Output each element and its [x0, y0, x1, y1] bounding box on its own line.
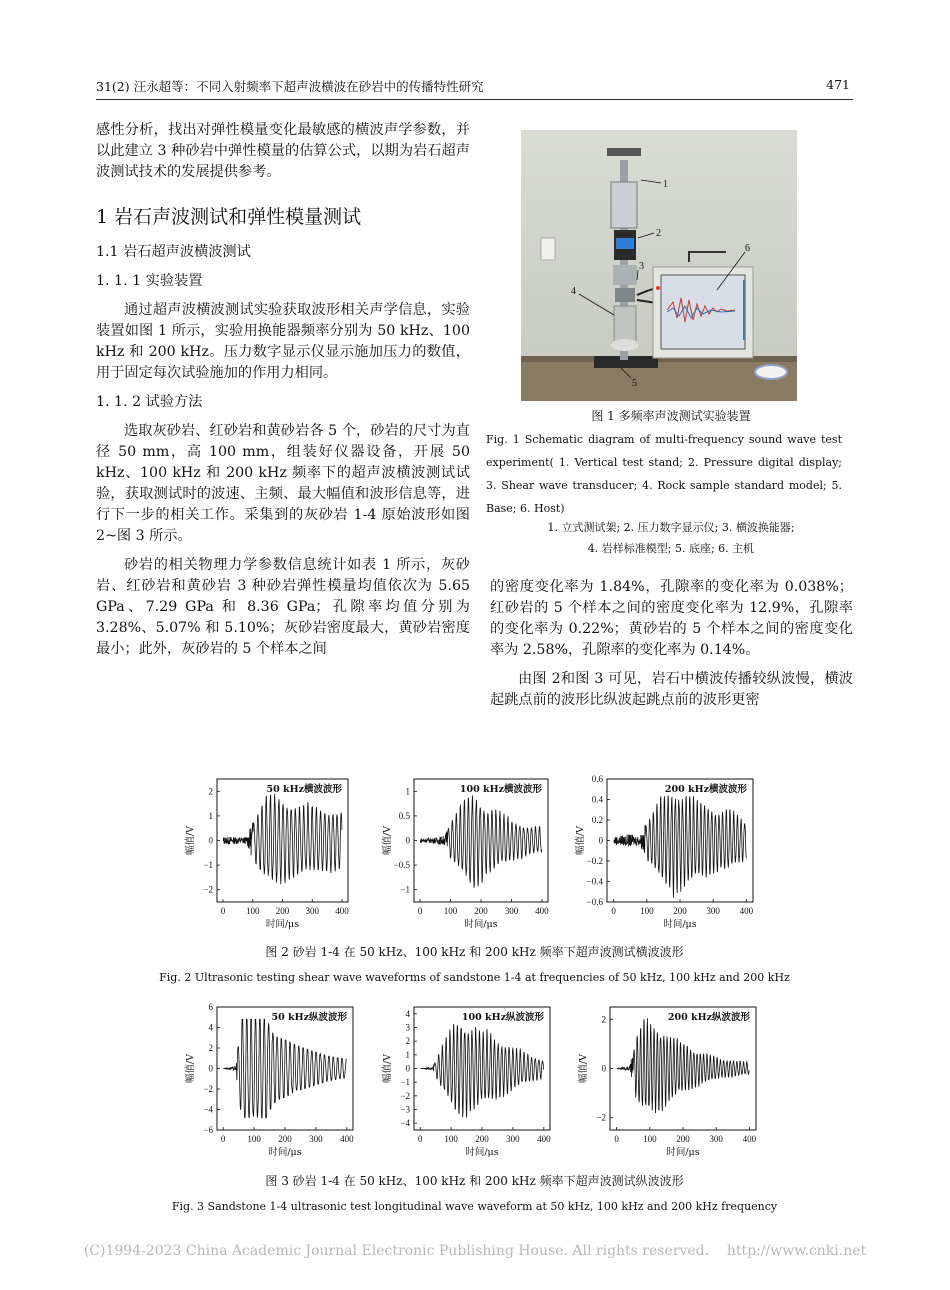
chart-2-ytick-label-0: −0.6 — [586, 897, 603, 907]
figure1-legend-cn-1: 1. 立式测试架; 2. 压力数字显示仪; 3. 横波换能器; — [547, 521, 795, 534]
chart-0-ytick-label-3: 1 — [208, 810, 213, 821]
chart-3-ytick-label-6: 6 — [208, 1002, 213, 1012]
chart-3-xtick-label-4: 400 — [340, 1134, 354, 1144]
chart-3-xtick-label-0: 0 — [220, 1134, 226, 1144]
chart-longitudinal-50k — [185, 1003, 365, 1158]
chart-2-waveform — [614, 796, 747, 898]
chart-4-ytick-label-3: −1 — [400, 1077, 410, 1088]
chart-4-waveform — [420, 1024, 544, 1118]
chart-5-xtick-label-2: 200 — [676, 1134, 690, 1144]
chart-2-ytick-label-3: 0 — [598, 835, 603, 846]
chart-1-waveform — [420, 795, 542, 887]
chart-0-title: 50 kHz横波波形 — [266, 784, 342, 795]
paragraph-density: 的密度变化率为 1.84%，孔隙率的变化率为 0.038%；红砂岩的 5 个样本之间的密度变化率为 12.9%，孔隙率的变化率为 0.22%；黄砂岩的 5 个样本之间的密度变化率为 2.58%，孔隙率的变化率为 0.14%。 — [490, 579, 853, 658]
figure1-legend-cn-2: 4. 岩样标准模型; 5. 底座; 6. 主机 — [587, 542, 755, 555]
chart-5-xtick-label-0: 0 — [614, 1134, 619, 1144]
chart-4-ytick-label-8: 4 — [405, 1008, 410, 1019]
subsection-1-1-1: 1. 1. 1 实验装置 — [96, 273, 203, 289]
chart-1-ytick-label-3: 0.5 — [398, 810, 410, 821]
apparatus-illustration — [521, 130, 797, 401]
chart-2-xtick-label-0: 0 — [611, 906, 616, 916]
transducer — [615, 288, 635, 302]
chart-1-ytick-label-1: −0.5 — [393, 860, 410, 871]
chart-1-ytick-label-4: 1 — [405, 786, 410, 797]
chart-3-ylabel: 幅值/V — [185, 1053, 196, 1084]
chart-3-ytick-label-1: −4 — [203, 1104, 213, 1115]
chart-4-ytick-label-1: −3 — [400, 1104, 410, 1115]
subsection-1-1: 1.1 岩石超声波横波测试 — [96, 244, 251, 260]
chart-5-title: 200 kHz纵波波形 — [667, 1012, 750, 1023]
paragraph-method: 选取灰砂岩、红砂岩和黄砂岩各 5 个，砂岩的尺寸为直径 50 mm，高 100 mm，组装好仪器设备，开展 50 kHz、100 kHz 和 200 kHz 频率下的超声波横波测试试验，获取测试时的波速、主频、最大幅值和波形信息等，进行下一步的相关工作。采集到的灰砂岩 1-4 原始波形如图 2~图 3 所示。 — [96, 423, 470, 544]
chart-4-ytick-label-6: 2 — [405, 1036, 410, 1047]
chart-2-title: 200 kHz横波波形 — [664, 784, 747, 795]
figure1-label-5: 5 — [632, 378, 637, 389]
chart-4-xtick-label-0: 0 — [417, 1134, 423, 1144]
chart-3-xlabel: 时间/μs — [268, 1147, 302, 1158]
figure2-caption-en: Fig. 2 Ultrasonic testing shear wave waveforms of sandstone 1-4 at frequencies of 50 kHz, 100 kHz and 200 kHz — [159, 971, 790, 984]
figure1-caption-cn: 图 1 多频率声波测试实验装置 — [591, 409, 751, 423]
chart-1-xtick-label-1: 100 — [443, 906, 458, 916]
paragraph-apparatus: 通过超声波横波测试实验获取波形相关声学信息，实验装置如图 1 所示，实验用换能器频率分别为 50 kHz、100 kHz 和 200 kHz。压力数字显示仪显示施加压力的数值，用于固定每次试验施加的作用力相同。 — [96, 302, 470, 381]
chart-3-xtick-label-2: 200 — [278, 1134, 292, 1144]
chart-3-title: 50 kHz纵波波形 — [271, 1012, 347, 1023]
intro-paragraph: 感性分析，找出对弹性模量变化最敏感的横波声学参数，并以此建立 3 种砂岩中弹性模量的估算公式，以期为岩石超声波测试技术的发展提供参考。 — [96, 122, 470, 180]
chart-0-ytick-label-0: −2 — [203, 884, 213, 895]
chart-3-ytick-label-4: 2 — [208, 1043, 213, 1053]
figure1-label-4: 4 — [571, 286, 576, 297]
mouse — [755, 365, 787, 379]
figure1-caption-en: Fig. 1 Schematic diagram of multi-frequency sound wave test experiment( 1. Vertical test stand; 2. Pressure digital display; 3. Shear wave transducer; 4. Rock sample standard model; 5. Base; 6. Host) — [486, 433, 842, 515]
chart-0-ytick-label-2: 0 — [208, 835, 213, 846]
chart-5-ytick-label-2: 2 — [601, 1014, 606, 1025]
subsection-1-1-2: 1. 1. 2 试验方法 — [96, 394, 203, 410]
chart-1-xtick-label-0: 0 — [417, 906, 423, 916]
chart-5-xtick-label-1: 100 — [643, 1134, 657, 1144]
chart-0-xlabel: 时间/μs — [265, 919, 300, 930]
chart-4-ytick-label-0: −4 — [400, 1118, 410, 1129]
paragraph-observation: 由图 2和图 3 可见，岩石中横波传播较纵波慢，横波起跳点前的波形比纵波起跳点前的波形更密 — [490, 671, 853, 708]
chart-1-ytick-label-0: −1 — [400, 884, 410, 895]
chart-0-ylabel: 幅值/V — [185, 825, 196, 856]
left-column — [96, 120, 470, 668]
chart-4-xtick-label-4: 400 — [537, 1134, 551, 1144]
chart-2-ytick-label-1: −0.4 — [586, 876, 603, 887]
paragraph-parameters: 砂岩的相关物理力学参数信息统计如表 1 所示，灰砂岩、红砂岩和黄砂岩 3 种砂岩弹性模量均值依次为 5.65 GPa、7.29 GPa 和 8.36 GPa；孔隙率均值分别为 3.28%、5.07% 和 5.10%；灰砂岩密度最大，黄砂岩密度最小；此外，灰砂岩的 5 个样本之间 — [96, 557, 470, 657]
chart-1-xlabel: 时间/μs — [464, 919, 498, 930]
page-number: 471 — [826, 77, 850, 92]
chart-1-xtick-label-4: 400 — [535, 906, 549, 916]
figure1-label-3: 3 — [639, 261, 644, 272]
chart-2-xtick-label-2: 200 — [673, 906, 687, 916]
chart-5-waveform — [617, 1018, 750, 1113]
chart-1-ytick-label-2: 0 — [405, 835, 410, 846]
chart-2-ytick-label-2: −0.2 — [586, 856, 603, 866]
chart-1-xtick-label-3: 300 — [504, 906, 519, 916]
running-header: 31(2) 汪永超等：不同入射频率下超声波横波在砂岩中的传播特性研究 — [96, 79, 484, 94]
chart-longitudinal-100k — [382, 1003, 562, 1158]
chart-0-xtick-label-0: 0 — [220, 906, 226, 916]
figure1-label-6: 6 — [745, 243, 750, 254]
chart-2-xlabel: 时间/μs — [663, 919, 697, 930]
chart-2-ytick-label-4: 0.2 — [591, 815, 603, 825]
chart-2-ytick-label-6: 0.6 — [591, 774, 603, 784]
chart-4-xtick-label-3: 300 — [506, 1134, 520, 1144]
chart-4-xtick-label-1: 100 — [444, 1134, 458, 1144]
chart-5-ylabel: 幅值/V — [578, 1053, 589, 1084]
figure1-label-2: 2 — [656, 228, 661, 239]
chart-shear-200k — [575, 775, 765, 930]
chart-4-title: 100 kHz纵波波形 — [461, 1012, 544, 1023]
chart-3-ytick-label-0: −6 — [203, 1125, 213, 1135]
chart-0-waveform — [223, 794, 342, 884]
chart-4-ytick-label-2: −2 — [400, 1090, 410, 1101]
chart-1-title: 100 kHz横波波形 — [459, 784, 542, 795]
header-rule — [96, 99, 853, 100]
chart-5-ytick-label-1: 0 — [601, 1063, 606, 1074]
section-title: 1 岩石声波测试和弹性模量测试 — [96, 206, 362, 228]
chart-1-ylabel: 幅值/V — [382, 825, 393, 856]
chart-4-ytick-label-5: 1 — [405, 1049, 410, 1060]
chart-0-xtick-label-3: 300 — [305, 906, 320, 916]
chart-3-waveform — [223, 1019, 347, 1117]
chart-3-xtick-label-3: 300 — [309, 1134, 323, 1144]
chart-1-xtick-label-2: 200 — [474, 906, 488, 916]
chart-2-xtick-label-3: 300 — [706, 906, 720, 916]
chart-2-ylabel: 幅值/V — [575, 825, 586, 856]
chart-2-ytick-label-5: 0.4 — [591, 794, 603, 805]
chart-3-xtick-label-1: 100 — [247, 1134, 261, 1144]
chart-4-xtick-label-2: 200 — [475, 1134, 489, 1144]
chart-5-xtick-label-3: 300 — [709, 1134, 723, 1144]
chart-2-xtick-label-1: 100 — [640, 906, 654, 916]
chart-0-xtick-label-2: 200 — [275, 906, 290, 916]
chart-longitudinal-200k — [578, 1003, 768, 1158]
chart-0-ytick-label-4: 2 — [208, 786, 213, 797]
chart-5-ytick-label-0: −2 — [596, 1112, 606, 1123]
right-column — [490, 577, 853, 719]
chart-3-ytick-label-5: 4 — [208, 1022, 213, 1033]
figure3-caption-cn: 图 3 砂岩 1-4 在 50 kHz、100 kHz 和 200 kHz 频率下超声波测试纵波波形 — [265, 1174, 684, 1188]
chart-3-ytick-label-3: 0 — [208, 1063, 213, 1074]
chart-4-xlabel: 时间/μs — [465, 1147, 499, 1158]
figure3-caption-en: Fig. 3 Sandstone 1-4 ultrasonic test longitudinal wave waveform at 50 kHz, 100 kHz and 200 kHz frequency — [171, 1200, 778, 1213]
chart-4-ylabel: 幅值/V — [382, 1053, 393, 1084]
figure1-photo — [521, 130, 797, 401]
chart-4-ytick-label-7: 3 — [405, 1022, 410, 1033]
chart-2-xtick-label-4: 400 — [739, 906, 754, 916]
chart-shear-100k — [382, 775, 560, 930]
figure1-label-1: 1 — [663, 179, 668, 190]
chart-shear-50k — [185, 775, 360, 930]
figure2-caption-cn: 图 2 砂岩 1-4 在 50 kHz、100 kHz 和 200 kHz 频率下超声波测试横波波形 — [265, 945, 684, 959]
chart-0-xtick-label-4: 400 — [335, 906, 349, 916]
chart-5-xlabel: 时间/μs — [666, 1147, 700, 1158]
chart-3-ytick-label-2: −2 — [203, 1084, 213, 1094]
chart-4-ytick-label-4: 0 — [405, 1063, 410, 1074]
copyright-footer: (C)1994-2023 China Academic Journal Electronic Publishing House. All rights reserved. http://www.cnki.net — [83, 1243, 867, 1259]
chart-0-ytick-label-1: −1 — [203, 860, 213, 871]
chart-5-xtick-label-4: 400 — [742, 1134, 757, 1144]
chart-0-xtick-label-1: 100 — [245, 906, 260, 916]
table-surface — [521, 360, 797, 401]
